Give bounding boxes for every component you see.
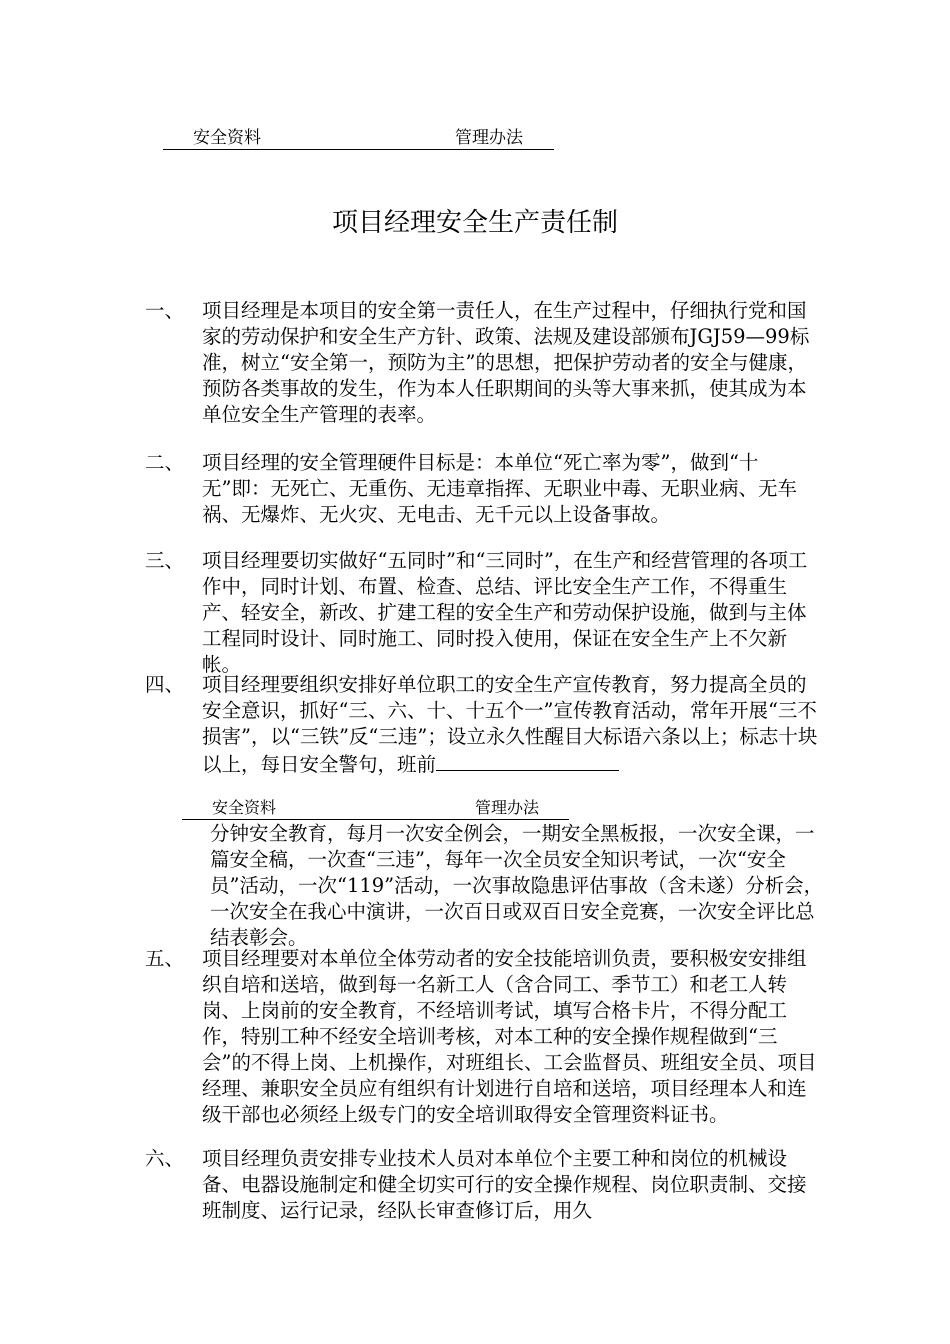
item-text: 项目经理要切实做好“五同时”和“三同时”，在生产和经营管理的各项工作中，同时计划、布置、检查、总结、评比安全生产工作，不得重生产、轻安全，新改、扩建工程的安全生产和劳动保护设施，做到与主体工程同时设计、同时施工、同时投入使用，保证在安全生产上不欠新帐。 — [202, 549, 808, 676]
item-text: 项目经理的安全管理硬件目标是：本单位“死亡率为零”，做到“十无”即：无死亡、无重伤、无违章指挥、无职业中毒、无职业病、无车祸、无爆炸、无火灾、无电击、无千元以上设备事故。 — [202, 451, 797, 526]
continuation-text: 分钟安全教育，每月一次安全例会，一期安全黑板报，一次安全课，一篇安全稿，一次查“三违”，每年一次全员安全知识考试，一次“安全员”活动，一次“119”活动，一次事故隐患评估事故（含未遂）分析会，一次安全在我心中演讲，一次百日或双百日安全竞赛，一次安全评比总结表彰会。 — [210, 822, 824, 949]
item-text-wrapper — [202, 672, 822, 778]
item-text: 项目经理负责安排专业技术人员对本单位个主要工种和岗位的机械设备、电器设施制定和健全切实可行的安全操作规程、岗位职责制、交接班制度、运行记录，经队长审查修订后，用久 — [202, 1147, 807, 1222]
page-header-repeat — [182, 797, 569, 820]
header-right-text: 管理办法 — [475, 798, 540, 817]
header-right-text: 管理办法 — [455, 128, 523, 148]
item-number: 三、 — [145, 549, 185, 572]
item-number: 二、 — [145, 451, 185, 474]
item-text: 项目经理是本项目的安全第一责任人，在生产过程中，仔细执行党和国家的劳动保护和安全生产方针、政策、法规及建设部颁布JGJ59—99标准，树立“安全第一，预防为主”的思想，把保护劳动者的安全与健康，预防各类事故的发生，作为本人任职期间的头等大事来抓，使其成为本单位安全生产管理的表率。 — [202, 299, 810, 426]
fill-in-blank — [436, 750, 619, 771]
item-text: 项目经理要组织安排好单位职工的安全生产宣传教育，努力提高全员的安全意识，抓好“三、六、十、十五个一”宣传教育活动，常年开展“三不损害”，以“三铁”反“三违”；设立永久性醒目大标语六条以上；标志十块以上，每日安全警句，班前 — [202, 673, 818, 776]
item-number: 四、 — [145, 673, 185, 696]
header-left-text: 安全资料 — [193, 128, 261, 148]
item-number: 一、 — [145, 299, 185, 322]
document-title: 项目经理安全生产责任制 — [331, 208, 618, 238]
page-header — [163, 127, 554, 150]
item-number: 六、 — [145, 1147, 185, 1170]
item-number: 五、 — [145, 947, 185, 970]
item-text: 项目经理要对本单位全体劳动者的安全技能培训负责，要积极安安排组织自培和送培，做到每一名新工人（含合同工、季节工）和老工人转岗、上岗前的安全教育，不经培训考试，填写合格卡片，不得分配工作，特别工种不经安全培训考核，对本工种的安全操作规程做到“三会”的不得上岗、上机操作，对班组长、工会监督员、班组安全员、项目经理、兼职安全员应有组织有计划进行自培和送培，项目经理本人和连级干部也必须经上级专门的安全培训取得安全管理资料证书。 — [202, 947, 817, 1126]
header-left-text: 安全资料 — [212, 798, 277, 817]
